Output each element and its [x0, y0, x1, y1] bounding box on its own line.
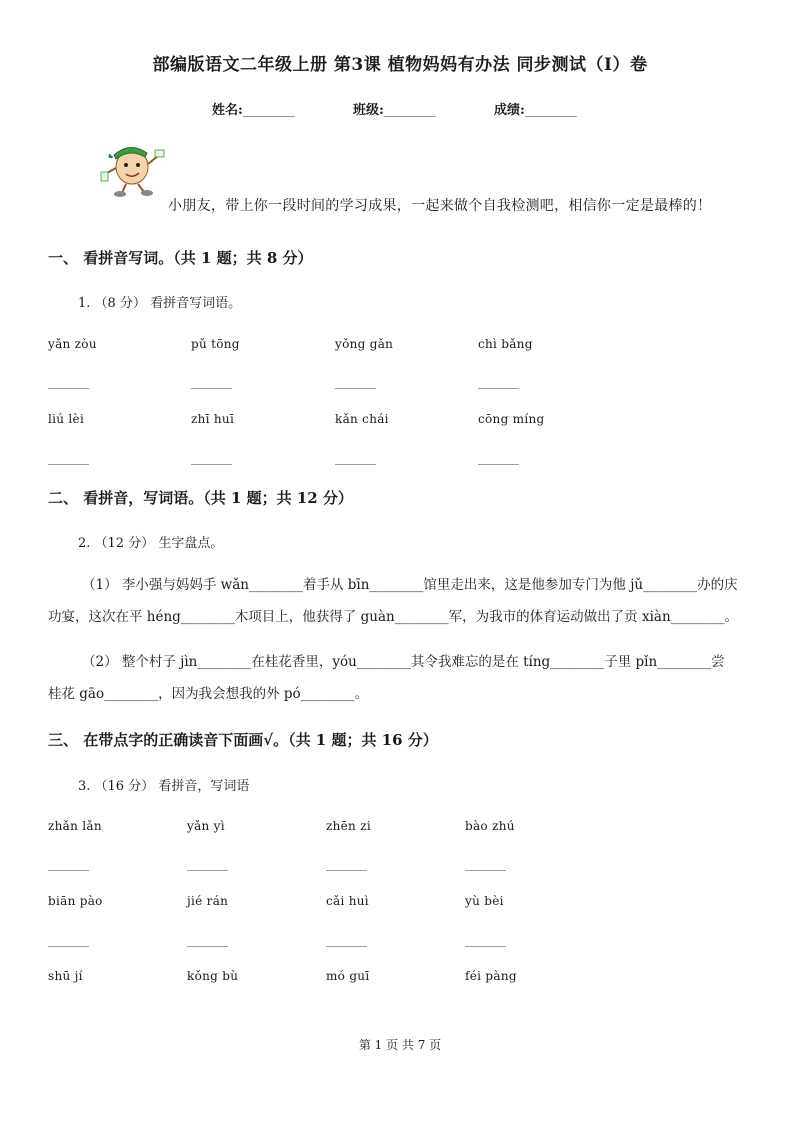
pinyin-item: pǔ tōng: [191, 337, 240, 351]
pinyin-item: biān pào: [48, 894, 103, 908]
name-label: 姓名:: [212, 103, 243, 118]
section-2-heading: 二、 看拼音，写词语。（共 1 题；共 12 分）: [48, 489, 353, 507]
student-name-field: [212, 99, 295, 118]
question-1: 1. （8 分） 看拼音写词语。: [78, 296, 242, 311]
answer-line: ________: [326, 857, 366, 871]
question-3: 3. （16 分） 看拼音，写词语: [78, 779, 250, 794]
pinyin-item: kǎn chái: [335, 412, 389, 426]
answer-line: ________: [187, 857, 227, 871]
answer-line: ________: [326, 933, 366, 947]
pinyin-item: féi pàng: [465, 969, 517, 983]
student-score-field: [494, 99, 577, 118]
pinyin-item: yù bèi: [465, 894, 504, 908]
pinyin-item: kǒng bù: [187, 969, 239, 983]
answer-line: ________: [187, 933, 227, 947]
pinyin-item: cǎi huì: [326, 894, 369, 908]
pinyin-item: bào zhú: [465, 819, 515, 833]
pinyin-item: liú lèi: [48, 412, 85, 426]
section-1-heading: 一、 看拼音写词。（共 1 题；共 8 分）: [48, 249, 313, 267]
student-class-field: [353, 99, 436, 118]
fill-blank-paragraph-2-cont: 桂花 gāo________，因为我会想我的外 pó________。: [48, 686, 369, 702]
pinyin-item: mó guī: [326, 969, 370, 983]
pinyin-item: yǎn zòu: [48, 337, 97, 351]
section-3-heading: 三、 在带点字的正确读音下面画√。（共 1 题；共 16 分）: [48, 731, 438, 749]
answer-line: ________: [335, 375, 375, 389]
pinyin-item: yǎn yì: [187, 819, 225, 833]
pinyin-item: zhī huī: [191, 412, 235, 426]
answer-line: ________: [191, 451, 231, 465]
score-blank: ________: [524, 103, 577, 118]
fill-blank-paragraph-1: （1） 李小强与妈妈手 wǎn________着手从 bīn________馆里走出来，这是他参加专门为他 jǔ________办的庆: [82, 577, 738, 593]
pinyin-item: cōng míng: [478, 412, 545, 426]
answer-line: ________: [478, 451, 518, 465]
class-label: 班级:: [353, 103, 384, 118]
score-label: 成绩:: [494, 103, 525, 118]
fill-blank-paragraph-2: （2） 整个村子 jìn________在桂花香里，yóu________其令我难忘的是在 tíng________子里 pǐn________尝: [82, 654, 725, 670]
page-footer: 第 1 页 共 7 页: [358, 1038, 442, 1052]
answer-line: ________: [48, 933, 88, 947]
encouragement-text: 小朋友，带上你一段时间的学习成果，一起来做个自我检测吧，相信你一定是最棒的！: [168, 198, 712, 214]
answer-line: ________: [335, 451, 375, 465]
class-blank: ________: [383, 103, 436, 118]
answer-line: ________: [478, 375, 518, 389]
name-blank: ________: [242, 103, 295, 118]
pinyin-item: jié rán: [187, 894, 229, 908]
pinyin-item: zhēn zi: [326, 819, 371, 833]
pinyin-item: yǒng gǎn: [335, 337, 394, 351]
fill-blank-paragraph-1-cont: 功宴，这次在平 héng________木项目上，他获得了 guàn________军，为我市的体育运动做出了贡 xiàn________。: [48, 609, 739, 625]
answer-line: ________: [465, 857, 505, 871]
pinyin-item: shū jí: [48, 969, 83, 983]
pinyin-item: zhǎn lǎn: [48, 819, 102, 833]
answer-line: ________: [48, 857, 88, 871]
answer-line: ________: [48, 375, 88, 389]
answer-line: ________: [48, 451, 88, 465]
question-2: 2. （12 分） 生字盘点。: [78, 536, 224, 551]
answer-line: ________: [465, 933, 505, 947]
pinyin-item: chì bǎng: [478, 337, 533, 351]
cartoon-kid-icon: [100, 140, 166, 198]
answer-line: ________: [191, 375, 231, 389]
page-title: 部编版语文二年级上册 第3课 植物妈妈有办法 同步测试（I）卷: [152, 55, 648, 75]
